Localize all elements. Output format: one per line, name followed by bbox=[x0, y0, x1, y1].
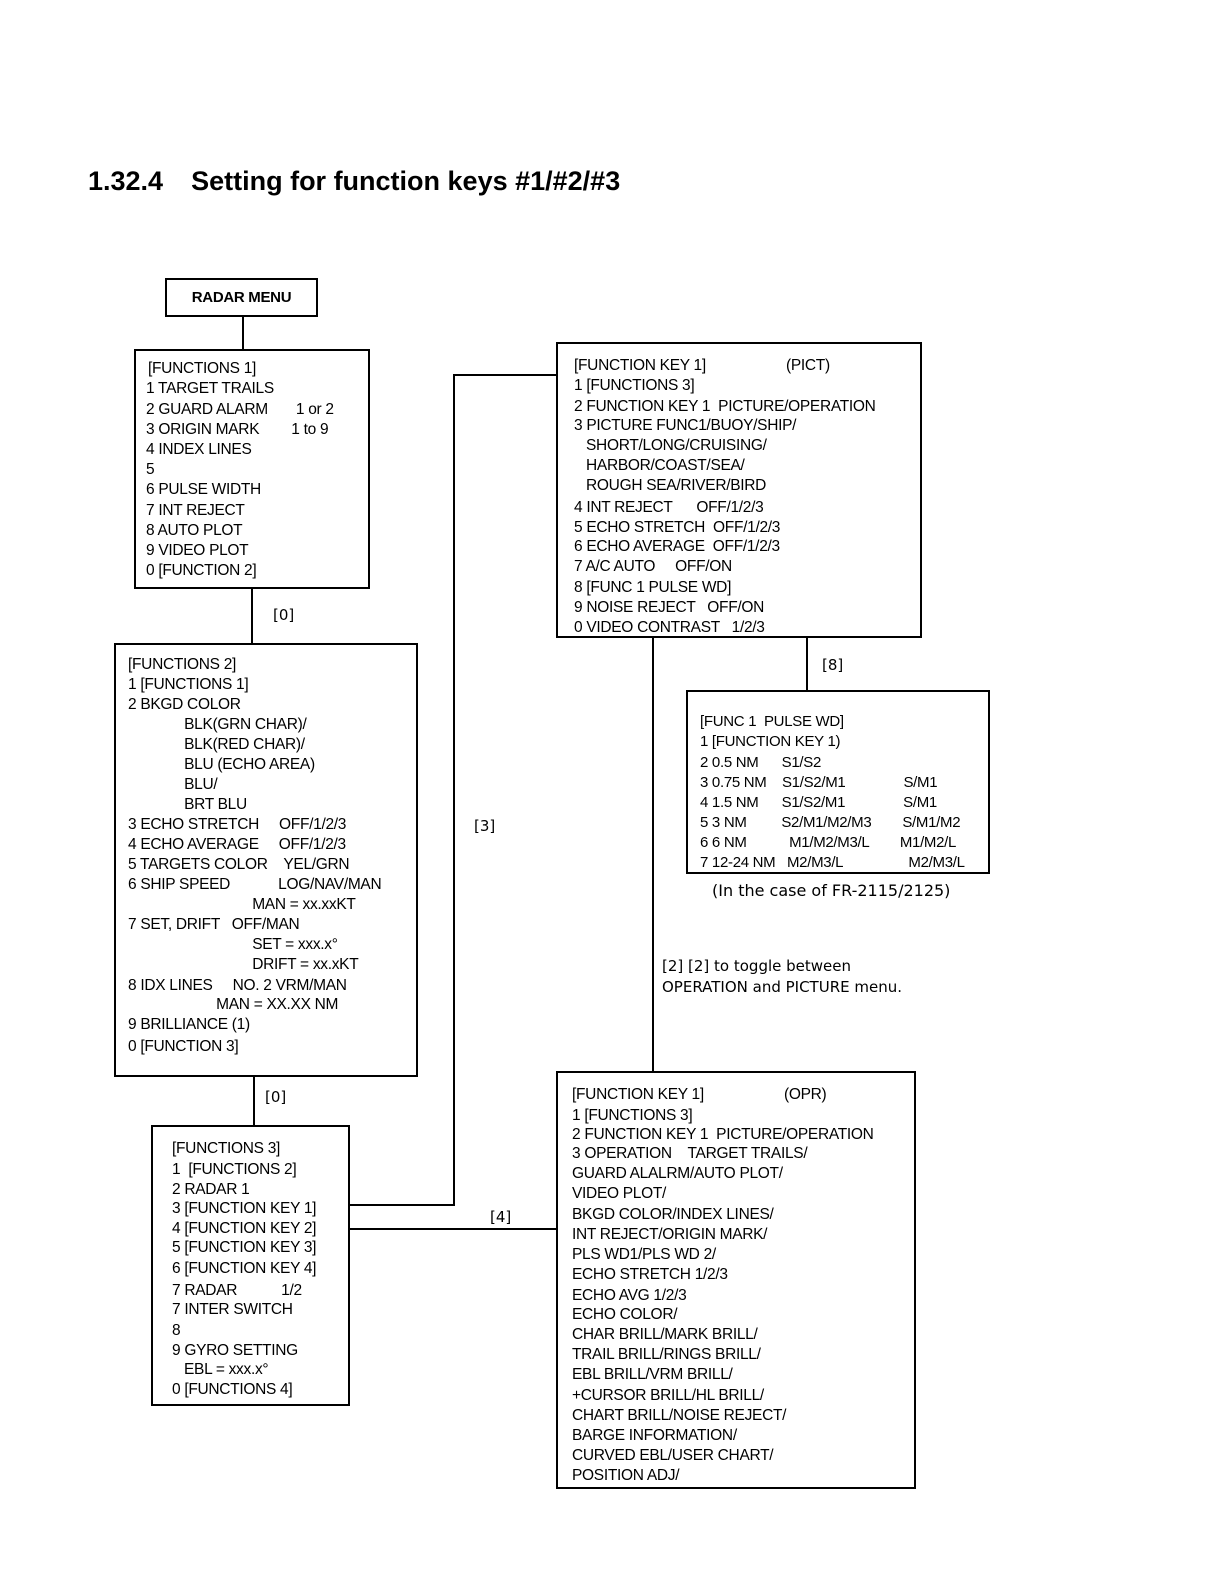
menu-line: [FUNCTION KEY 1] (PICT) bbox=[574, 357, 830, 374]
menu-line: 6 [FUNCTION KEY 4] bbox=[172, 1260, 317, 1277]
connector-functions2-functions3 bbox=[253, 1075, 255, 1126]
menu-line: 2 RADAR 1 bbox=[172, 1181, 250, 1198]
menu-line: DRIFT = xx.xKT bbox=[128, 956, 359, 973]
menu-line: 6 ECHO AVERAGE OFF/1/2/3 bbox=[574, 538, 780, 555]
functions3-menu-box bbox=[151, 1125, 350, 1406]
menu-line: VIDEO PLOT/ bbox=[572, 1185, 667, 1202]
toggle-note-line-2: OPERATION and PICTURE menu. bbox=[662, 978, 902, 996]
menu-line: 7 A/C AUTO OFF/ON bbox=[574, 558, 732, 575]
menu-line: ECHO AVG 1/2/3 bbox=[572, 1287, 687, 1304]
menu-line: 4 1.5 NM S1/S2/M1 S/M1 bbox=[700, 794, 937, 811]
menu-line: 9 VIDEO PLOT bbox=[146, 542, 249, 559]
menu-line: 5 ECHO STRETCH OFF/1/2/3 bbox=[574, 519, 781, 536]
menu-line: MAN = xx.xxKT bbox=[128, 896, 356, 913]
menu-line: 9 NOISE REJECT OFF/ON bbox=[574, 599, 765, 616]
section-heading bbox=[88, 166, 620, 197]
section-title: Setting for function keys #1/#2/#3 bbox=[191, 166, 621, 196]
key-label-0: [0] bbox=[273, 606, 295, 624]
menu-line: 4 INT REJECT OFF/1/2/3 bbox=[574, 499, 764, 516]
menu-line: 7 SET, DRIFT OFF/MAN bbox=[128, 916, 300, 933]
menu-line: BLU/ bbox=[128, 776, 218, 793]
menu-line: 4 ECHO AVERAGE OFF/1/2/3 bbox=[128, 836, 346, 853]
menu-line: 6 SHIP SPEED LOG/NAV/MAN bbox=[128, 876, 382, 893]
connector-fk1-horizontal-top bbox=[453, 374, 557, 376]
menu-line: 8 [FUNC 1 PULSE WD] bbox=[574, 579, 732, 596]
menu-line: 0 [FUNCTIONS 4] bbox=[172, 1381, 293, 1398]
menu-line: 1 [FUNCTIONS 3] bbox=[572, 1107, 693, 1124]
menu-line: SHORT/LONG/CRUISING/ bbox=[574, 437, 767, 454]
menu-line: 8 bbox=[172, 1322, 181, 1339]
menu-line: 0 [FUNCTION 3] bbox=[128, 1038, 239, 1055]
menu-line: 9 BRILLIANCE (1) bbox=[128, 1016, 250, 1033]
menu-line: 1 [FUNCTIONS 3] bbox=[574, 377, 695, 394]
menu-line: 2 FUNCTION KEY 1 PICTURE/OPERATION bbox=[572, 1126, 874, 1143]
menu-line: 1 TARGET TRAILS bbox=[146, 380, 274, 397]
key-label-0: [0] bbox=[265, 1088, 287, 1106]
menu-line: 5 3 NM S2/M1/M2/M3 S/M1/M2 bbox=[700, 814, 961, 831]
menu-line: BLU (ECHO AREA) bbox=[128, 756, 315, 773]
menu-line: CURVED EBL/USER CHART/ bbox=[572, 1447, 774, 1464]
menu-line: BKGD COLOR/INDEX LINES/ bbox=[572, 1206, 774, 1223]
connector-fk1-horizontal-bottom bbox=[348, 1204, 455, 1206]
menu-line: 3 ECHO STRETCH OFF/1/2/3 bbox=[128, 816, 347, 833]
menu-line: 4 [FUNCTION KEY 2] bbox=[172, 1220, 317, 1237]
menu-line: 0 VIDEO CONTRAST 1/2/3 bbox=[574, 619, 765, 636]
menu-line: 3 OPERATION TARGET TRAILS/ bbox=[572, 1145, 808, 1162]
menu-line: 5 bbox=[146, 461, 155, 478]
menu-line: GUARD ALALRM/AUTO PLOT/ bbox=[572, 1165, 783, 1182]
menu-line: ECHO COLOR/ bbox=[572, 1306, 678, 1323]
menu-line: [FUNC 1 PULSE WD] bbox=[700, 713, 844, 730]
menu-line: 1 [FUNCTIONS 1] bbox=[128, 676, 249, 693]
menu-line: BARGE INFORMATION/ bbox=[572, 1427, 737, 1444]
menu-line: +CURSOR BRILL/HL BRILL/ bbox=[572, 1387, 764, 1404]
key-label-3: [3] bbox=[474, 817, 496, 835]
menu-line: 3 [FUNCTION KEY 1] bbox=[172, 1200, 317, 1217]
connector-pict-opr bbox=[652, 636, 654, 1073]
menu-line: 2 0.5 NM S1/S2 bbox=[700, 754, 822, 771]
connector-functions1-functions2 bbox=[251, 588, 253, 645]
menu-line: 5 TARGETS COLOR YEL/GRN bbox=[128, 856, 350, 873]
menu-line: 9 GYRO SETTING bbox=[172, 1342, 298, 1359]
menu-line: [FUNCTIONS 1] bbox=[148, 360, 257, 377]
menu-line: [FUNCTION KEY 1] (OPR) bbox=[572, 1086, 827, 1103]
menu-line: 2 BKGD COLOR bbox=[128, 696, 241, 713]
menu-line: CHAR BRILL/MARK BRILL/ bbox=[572, 1326, 758, 1343]
menu-line: [FUNCTIONS 2] bbox=[128, 656, 237, 673]
toggle-note-line-1: [2] [2] to toggle between bbox=[662, 957, 851, 975]
connector-fk2 bbox=[348, 1228, 558, 1230]
key-label-4: [4] bbox=[490, 1208, 512, 1226]
section-number: 1.32.4 bbox=[88, 166, 164, 196]
menu-line: EBL BRILL/VRM BRILL/ bbox=[572, 1366, 733, 1383]
key-label-8: [8] bbox=[822, 656, 844, 674]
menu-line: MAN = XX.XX NM bbox=[128, 996, 339, 1013]
radar-menu-box bbox=[165, 278, 318, 317]
menu-line: 3 0.75 NM S1/S2/M1 S/M1 bbox=[700, 774, 938, 791]
menu-line: HARBOR/COAST/SEA/ bbox=[574, 457, 745, 474]
menu-line: 1 [FUNCTION KEY 1) bbox=[700, 733, 841, 750]
menu-line: 4 INDEX LINES bbox=[146, 441, 252, 458]
menu-line: 5 [FUNCTION KEY 3] bbox=[172, 1239, 317, 1256]
menu-line: 3 ORIGIN MARK 1 to 9 bbox=[146, 421, 329, 438]
menu-line: SET = xxx.x° bbox=[128, 936, 338, 953]
menu-line: 8 AUTO PLOT bbox=[146, 522, 243, 539]
menu-line: 0 [FUNCTION 2] bbox=[146, 562, 257, 579]
func1-pulse-wd-box bbox=[686, 690, 990, 874]
menu-line: 7 RADAR 1/2 bbox=[172, 1282, 302, 1299]
menu-line: 6 6 NM M1/M2/M3/L M1/M2/L bbox=[700, 834, 957, 851]
menu-line: 7 INTER SWITCH bbox=[172, 1301, 293, 1318]
functions1-menu-box bbox=[134, 349, 370, 589]
connector-pulse-wd bbox=[806, 636, 808, 692]
menu-line: 7 INT REJECT bbox=[146, 502, 245, 519]
menu-line: BLK(GRN CHAR)/ bbox=[128, 716, 307, 733]
menu-line: 6 PULSE WIDTH bbox=[146, 481, 261, 498]
menu-line: POSITION ADJ/ bbox=[572, 1467, 680, 1484]
model-case-note: (In the case of FR-2115/2125) bbox=[712, 881, 951, 900]
menu-line: ECHO STRETCH 1/2/3 bbox=[572, 1266, 728, 1283]
function-key1-pict-box bbox=[556, 342, 922, 638]
menu-line: 8 IDX LINES NO. 2 VRM/MAN bbox=[128, 977, 347, 994]
connector-radar-menu-functions1 bbox=[242, 316, 244, 351]
menu-line: 3 PICTURE FUNC1/BUOY/SHIP/ bbox=[574, 417, 797, 434]
menu-line: ROUGH SEA/RIVER/BIRD bbox=[574, 477, 767, 494]
menu-line: 2 FUNCTION KEY 1 PICTURE/OPERATION bbox=[574, 398, 876, 415]
menu-line: 7 12-24 NM M2/M3/L M2/M3/L bbox=[700, 854, 965, 871]
menu-line: 2 GUARD ALARM 1 or 2 bbox=[146, 401, 334, 418]
menu-line: [FUNCTIONS 3] bbox=[172, 1140, 281, 1157]
menu-line: CHART BRILL/NOISE REJECT/ bbox=[572, 1407, 787, 1424]
function-key1-opr-box bbox=[556, 1071, 916, 1489]
menu-line: BRT BLU bbox=[128, 796, 247, 813]
menu-line: INT REJECT/ORIGIN MARK/ bbox=[572, 1226, 768, 1243]
menu-line: TRAIL BRILL/RINGS BRILL/ bbox=[572, 1346, 761, 1363]
radar-menu-label: RADAR MENU bbox=[191, 289, 292, 306]
menu-line: 1 [FUNCTIONS 2] bbox=[172, 1161, 297, 1178]
connector-fk1-vertical bbox=[453, 374, 455, 1206]
menu-line: BLK(RED CHAR)/ bbox=[128, 736, 305, 753]
functions2-menu-box bbox=[114, 643, 418, 1077]
menu-line: EBL = xxx.x° bbox=[172, 1361, 269, 1378]
menu-line: PLS WD1/PLS WD 2/ bbox=[572, 1246, 716, 1263]
